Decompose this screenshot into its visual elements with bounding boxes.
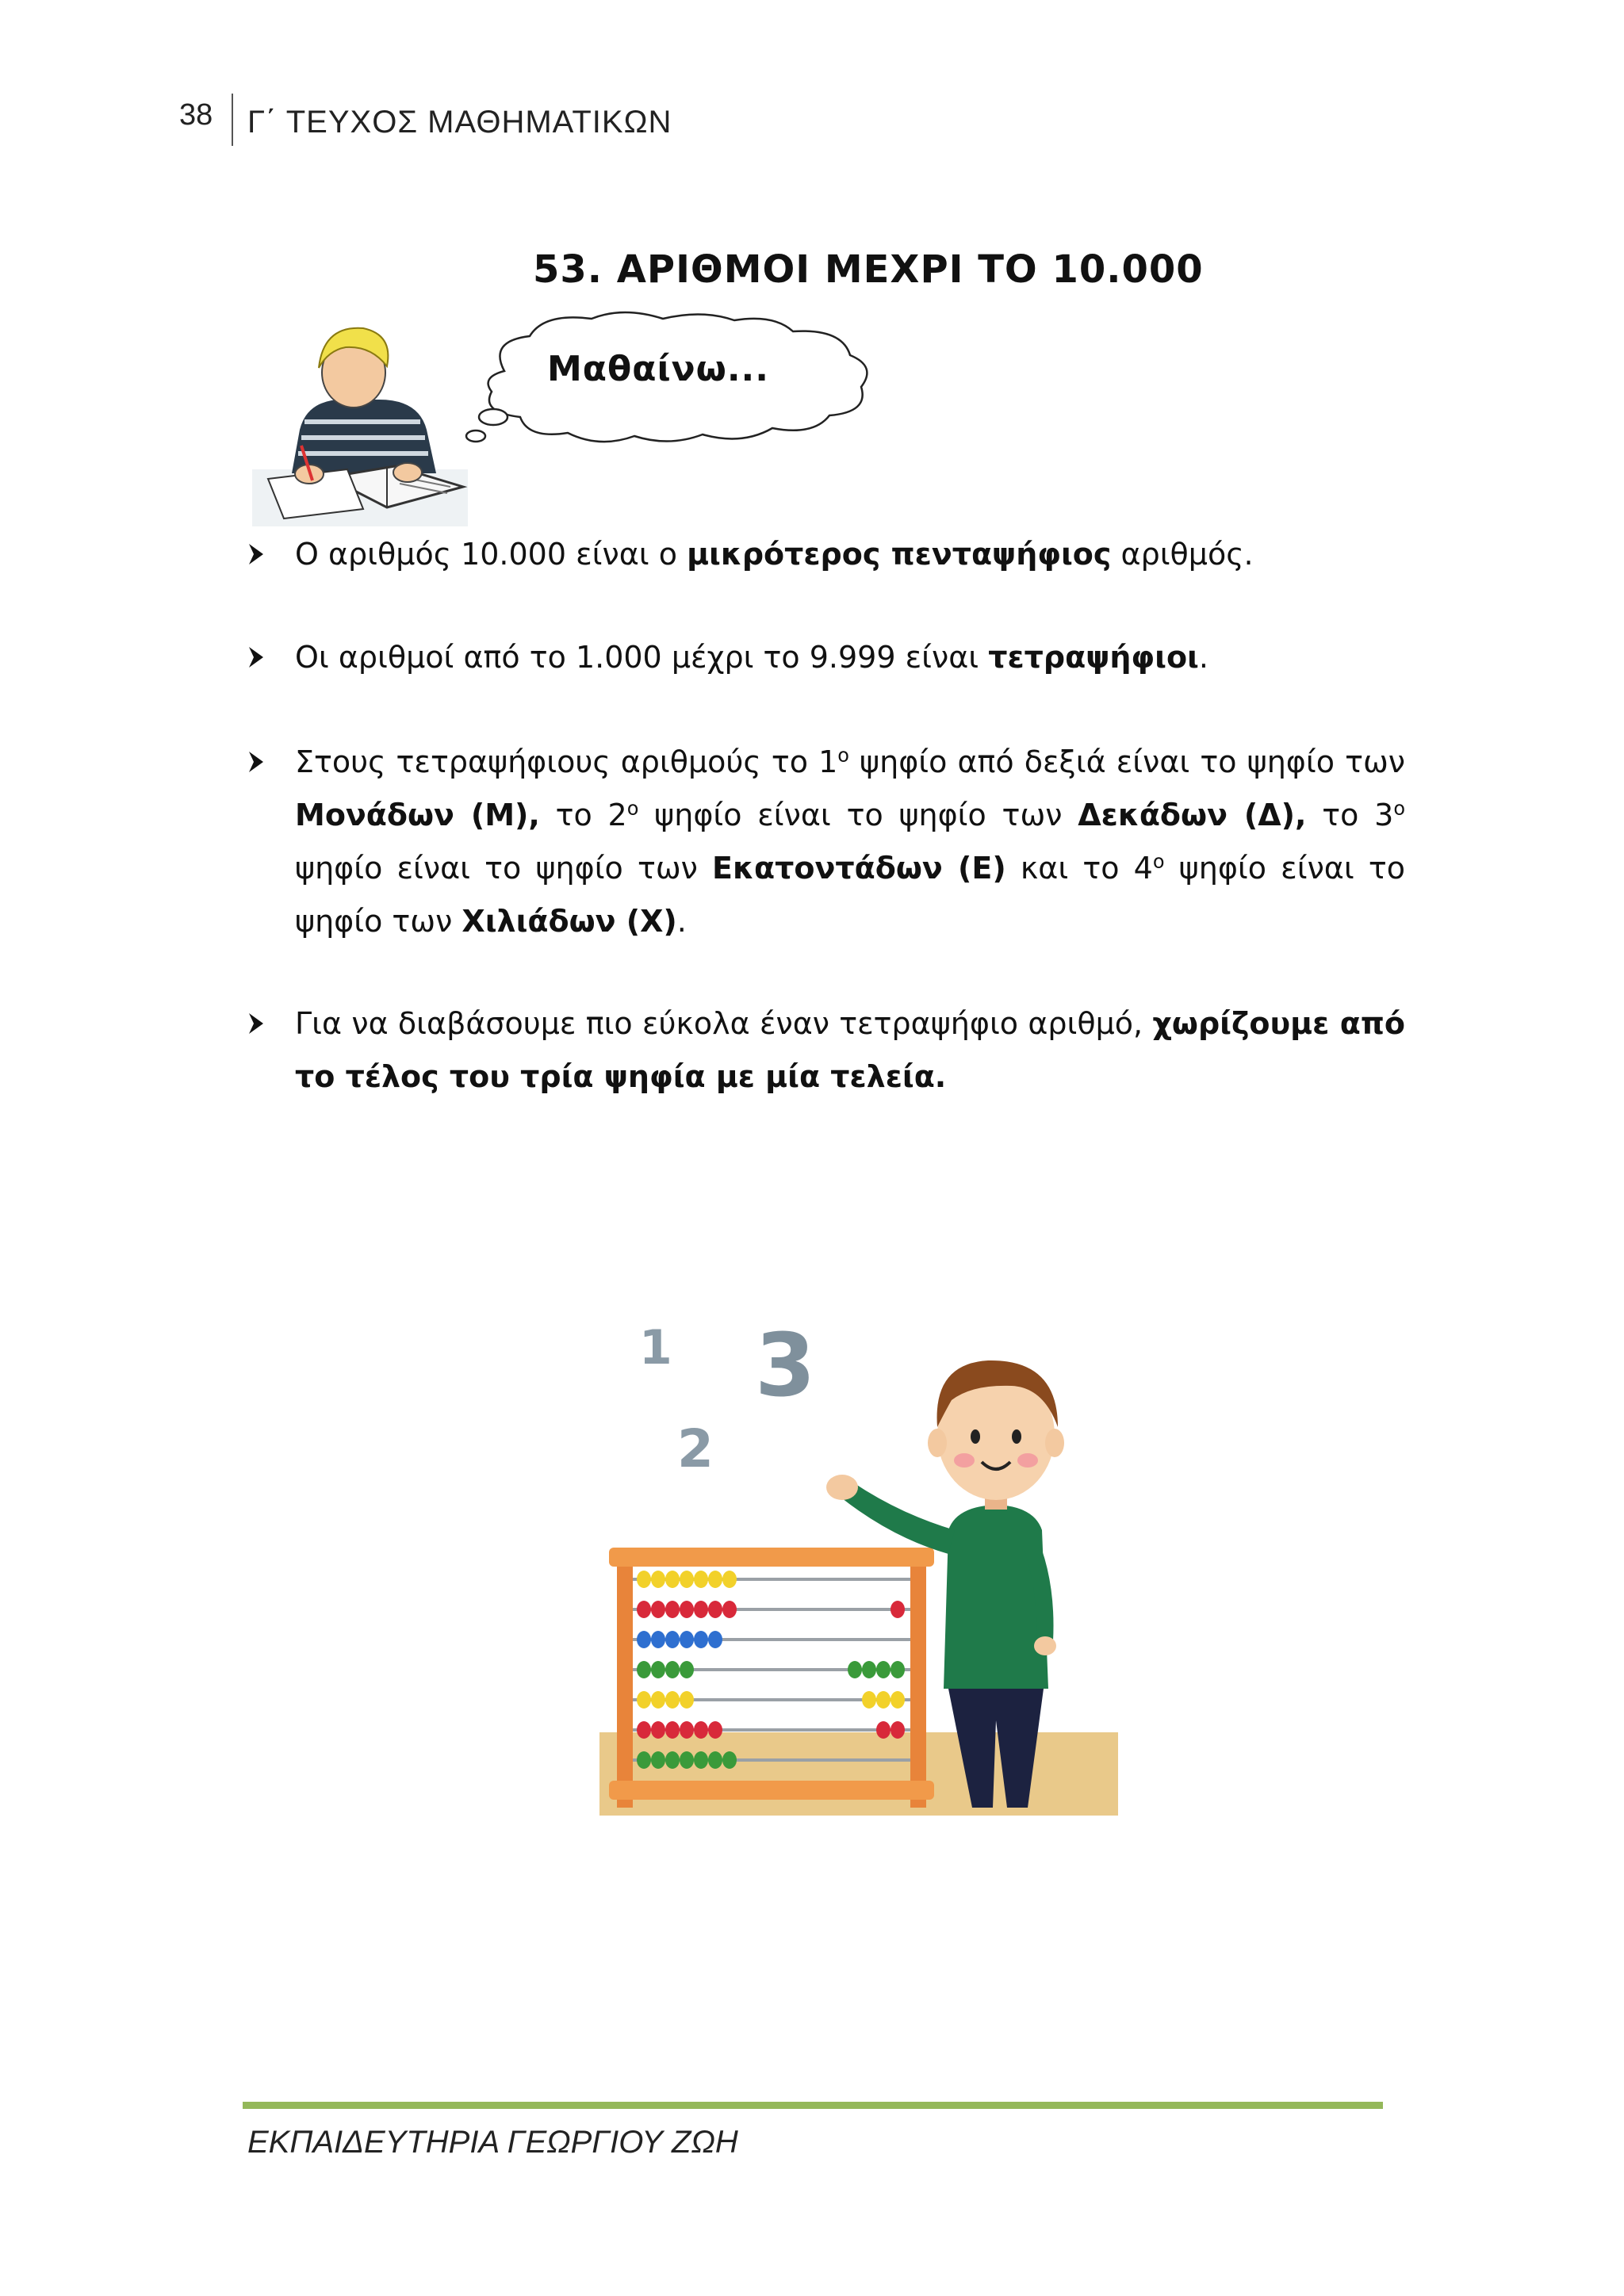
abacus-bead [862,1691,876,1709]
abacus-bead [665,1601,680,1618]
abacus-bead [891,1721,905,1739]
abacus-bead [891,1661,905,1678]
arrow-bullet-icon [247,528,265,581]
abacus-boy-illustration [599,1292,1118,1816]
abacus-bead [680,1571,694,1588]
abacus-bead [722,1751,737,1769]
abacus-bead [637,1631,651,1648]
abacus-bead [651,1691,665,1709]
abacus-bead [680,1661,694,1678]
footer-rule [243,2102,1383,2109]
abacus-bead [876,1691,891,1709]
bullet-item [247,528,1405,581]
abacus-bead [708,1571,722,1588]
abacus-bead [891,1691,905,1709]
bullet-text: Στους τετραψήφιους αριθμούς το $1^o$ ψηφίο από δεξιά είναι το ψηφίο των Μονάδων (Μ), το $2^o$ ψηφίο είναι το ψηφίο των Δεκάδων (Δ), το $3^o$ ψηφίο είναι το ψηφίο των Εκατοντάδων (Ε) και το $4^o$ ψηφίο είναι το ψηφίο των Χιλιάδων (Χ). [295,744,1405,939]
abacus-bead [665,1571,680,1588]
abacus-bead [665,1751,680,1769]
bullet-text: Ο αριθμός 10.000 είναι ο μικρότερος πενταψήφιος αριθμός. [295,537,1254,572]
abacus-bead [637,1661,651,1678]
abacus-bead [708,1751,722,1769]
floor [599,1732,1118,1816]
abacus-bead [637,1721,651,1739]
abacus-bead [665,1721,680,1739]
abacus-bead [891,1601,905,1618]
abacus-bead [722,1571,737,1588]
abacus-bead [694,1571,708,1588]
abacus-bead [637,1601,651,1618]
bullet-text: Για να διαβάσουμε πιο εύκολα έναν τετραψήφιο αριθμό, χωρίζουμε από το τέλος του τρία ψηφία με μία τελεία. [295,1006,1405,1094]
page-number: 38 [179,98,213,132]
arrow-bullet-icon [247,736,265,789]
number-two: 2 [677,1418,714,1479]
header-divider [232,94,233,146]
abacus-bead [665,1661,680,1678]
abacus-bead [665,1631,680,1648]
reading-boy-illustration [252,311,468,526]
arrow-bullet-icon [247,631,265,684]
abacus-bead [637,1751,651,1769]
abacus-bead [651,1631,665,1648]
abacus-bead [680,1691,694,1709]
abacus-bead [680,1601,694,1618]
abacus-bead [651,1601,665,1618]
abacus-bead [694,1631,708,1648]
bubble-text: Μαθαίνω... [547,349,769,389]
abacus-bead [694,1751,708,1769]
abacus-bead [694,1601,708,1618]
abacus-bead [722,1601,737,1618]
arrow-bullet-icon [247,997,265,1050]
number-three: 3 [755,1314,816,1416]
abacus-bead [680,1721,694,1739]
abacus-bead [694,1721,708,1739]
abacus-bead [651,1661,665,1678]
abacus-bead [862,1661,876,1678]
abacus-bead [708,1631,722,1648]
abacus-bead [876,1721,891,1739]
header-title: Γ΄ ΤΕΥΧΟΣ ΜΑΘΗΜΑΤΙΚΩΝ [247,105,672,140]
abacus-bead [637,1691,651,1709]
bullet-item [247,631,1405,684]
abacus-bead [708,1721,722,1739]
bullet-item [247,997,1405,1104]
bullet-item [247,736,1405,948]
abacus-bead [848,1661,862,1678]
abacus-bead [876,1661,891,1678]
abacus-bead [665,1691,680,1709]
abacus-bead [651,1751,665,1769]
abacus-bead [680,1631,694,1648]
footer-text: ΕΚΠΑΙΔΕΥΤΗΡΙΑ ΓΕΩΡΓΙΟΥ ΖΩΗ [247,2125,738,2160]
abacus-bead [637,1571,651,1588]
lesson-title: 53. ΑΡΙΘΜΟΙ ΜΕΧΡΙ ΤΟ 10.000 [533,247,1204,292]
abacus-bead [708,1601,722,1618]
bullet-text: Οι αριθμοί από το 1.000 μέχρι το 9.999 είναι τετραψήφιοι. [295,640,1208,675]
abacus-bead [680,1751,694,1769]
abacus-bead [651,1571,665,1588]
abacus-bead [651,1721,665,1739]
number-one: 1 [639,1320,672,1376]
